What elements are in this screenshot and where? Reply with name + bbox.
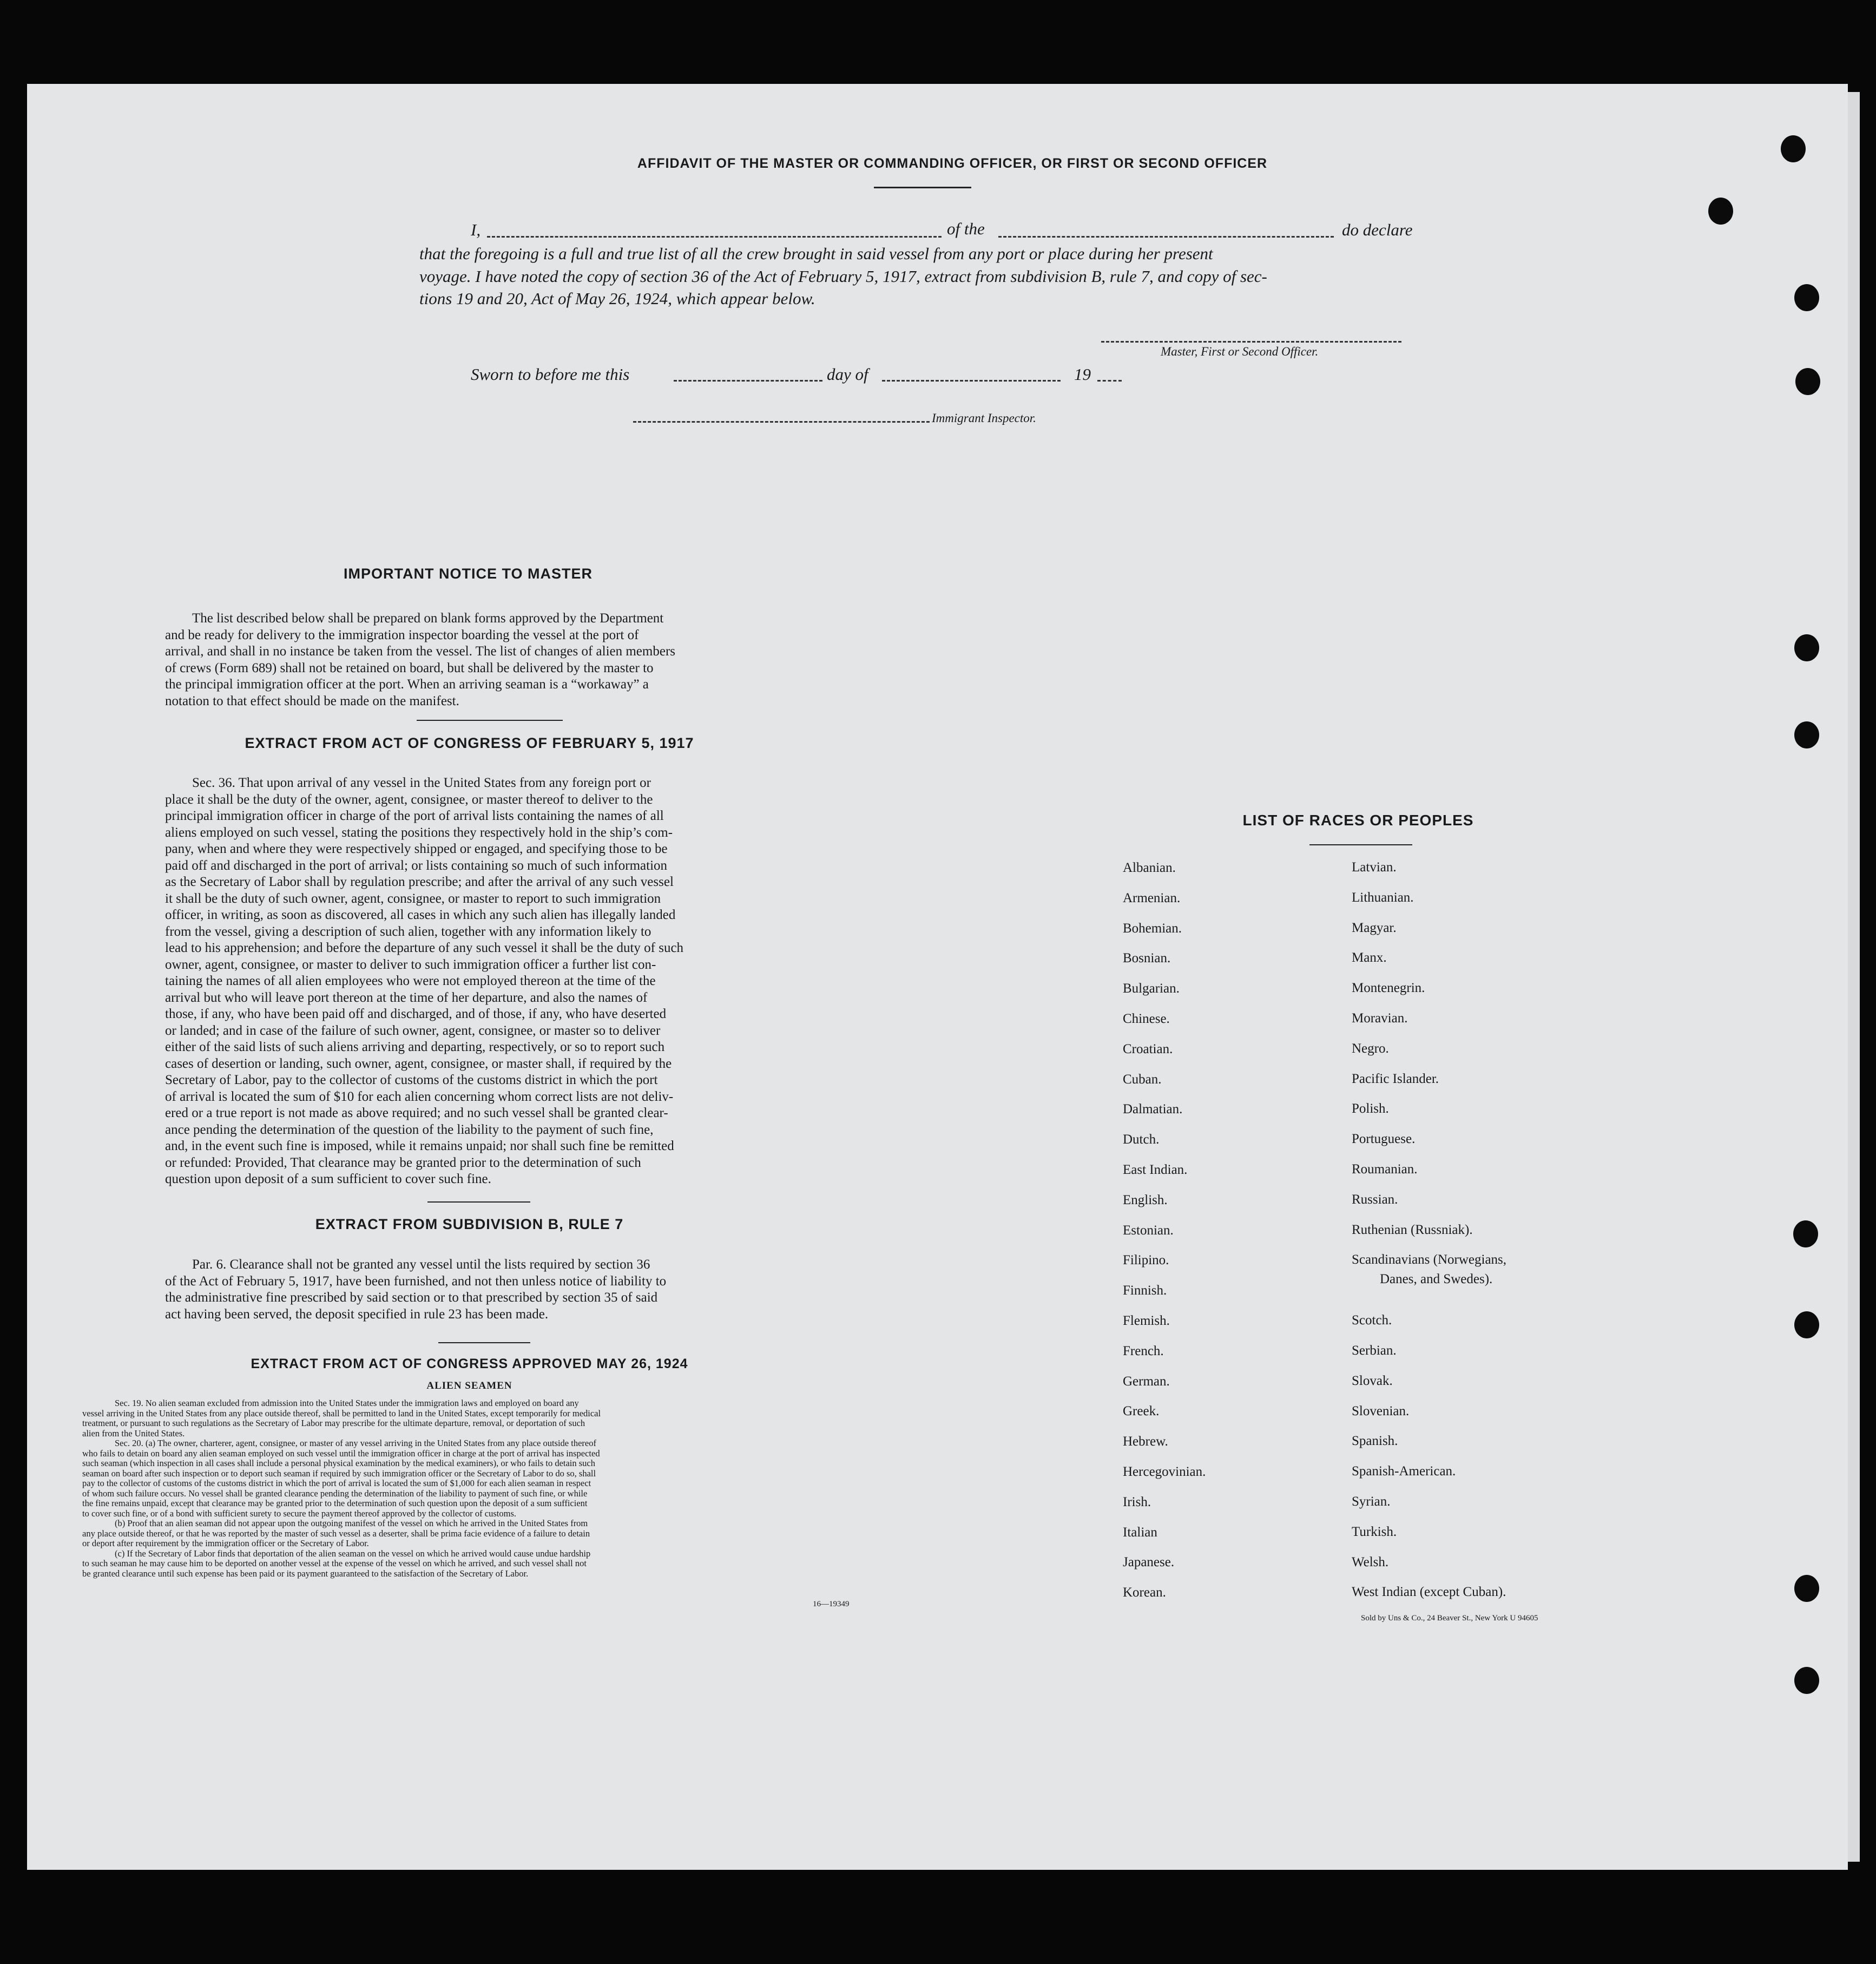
notice-line: the principal immigration officer at the port. When an arriving seaman is a “workaway” a xyxy=(165,677,649,692)
punch-hole-icon xyxy=(1794,284,1819,311)
text-line: seaman on board after such inspection or to deport such seaman if required by such immigration officer or the Secretary of Labor to do so, shall xyxy=(82,1468,596,1479)
notice-line: The list described below shall be prepared on blank forms approved by the Department xyxy=(192,611,664,626)
punch-hole-icon xyxy=(1781,135,1806,162)
text-line: ered or a true report is not made as above required; and no such vessel shall be granted clear- xyxy=(165,1106,668,1120)
race-item: Portuguese. xyxy=(1352,1132,1416,1147)
text-line: aliens employed on such vessel, stating the positions they respectively hold in the ship’s com- xyxy=(165,825,673,840)
extract-1924-title: EXTRACT FROM ACT OF CONGRESS APPROVED MAY 26, 1924 xyxy=(251,1356,688,1371)
text-line: owner, agent, consignee, or master to deliver to such immigration officer a further list con- xyxy=(165,957,656,972)
sheet-edge xyxy=(1848,92,1860,1862)
race-item: Japanese. xyxy=(1123,1555,1175,1570)
race-item: German. xyxy=(1123,1374,1170,1389)
punch-hole-icon xyxy=(1794,1667,1819,1694)
master-signature-label: Master, First or Second Officer. xyxy=(1161,345,1319,358)
race-item: Lithuanian. xyxy=(1352,890,1414,905)
race-item: Italian xyxy=(1123,1525,1157,1540)
text-line: of the Act of February 5, 1917, have been furnished, and not then unless notice of liability to xyxy=(165,1273,667,1289)
race-item: Turkish. xyxy=(1352,1524,1397,1539)
text-line: place it shall be the duty of the owner, agent, consignee, or master thereof to deliver to the xyxy=(165,792,653,807)
race-item: Slovak. xyxy=(1352,1373,1393,1388)
text-line: paid off and discharged in the port of arrival; or lists containing so much of such information xyxy=(165,858,668,873)
section-divider xyxy=(417,720,563,721)
notice-line: arrival, and shall in no instance be taken from the vessel. The list of changes of alien members xyxy=(165,644,675,659)
race-item: Estonian. xyxy=(1123,1223,1174,1238)
text-line: pany, when and where they were respectively shipped or engaged, and specifying those to be xyxy=(165,842,668,856)
race-item: Moravian. xyxy=(1352,1011,1408,1026)
race-item: East Indian. xyxy=(1123,1162,1188,1177)
text-line: taining the names of all alien employees who were not employed thereon at the time of the xyxy=(165,974,656,988)
races-divider xyxy=(1309,844,1412,845)
text-line: Sec. 20. (a) The owner, charterer, agent, consignee, or master of any vessel arriving in the United States from any place outside thereof xyxy=(115,1438,596,1448)
sworn-year-field[interactable] xyxy=(1097,380,1122,382)
race-item: Ruthenian (Russniak). xyxy=(1352,1222,1473,1237)
punch-hole-icon xyxy=(1708,198,1733,225)
text-line: of arrival is located the sum of $10 for each alien concerning whom correct lists are not deliv- xyxy=(165,1089,674,1104)
race-item: Bosnian. xyxy=(1123,951,1171,966)
text-line: arrival but who will leave port thereon at the time of her departure, and also the names of xyxy=(165,990,648,1005)
race-item: Latvian. xyxy=(1352,860,1397,875)
race-item: Negro. xyxy=(1352,1041,1389,1056)
text-line: and, in the event such fine is imposed, while it remains unpaid; nor shall such fine be remitted xyxy=(165,1139,674,1153)
affidavit-line3: voyage. I have noted the copy of section 36 of the Act of February 5, 1917, extract from subdivision B, rule 7, and copy of sec- xyxy=(419,267,1267,286)
text-line: Par. 6. Clearance shall not be granted any vessel until the lists required by section 36 xyxy=(192,1257,650,1272)
text-line: it shall be the duty of such owner, agent, consignee, or master to report to such immigration xyxy=(165,891,661,906)
text-line: Sec. 19. No alien seaman excluded from admission into the United States under the immigration laws and employed on board any xyxy=(115,1398,579,1408)
printer-credit: Sold by Uns & Co., 24 Beaver St., New York U 94605 xyxy=(1361,1614,1538,1623)
race-item: Hercegovinian. xyxy=(1123,1464,1206,1479)
affidavit-title: AFFIDAVIT OF THE MASTER OR COMMANDING OFFICER, OR FIRST OR SECOND OFFICER xyxy=(637,156,1268,171)
text-line: be granted clearance until such expense has been paid or its payment guaranteed to the satisfaction of the Secretary of Labor. xyxy=(82,1568,529,1579)
race-item: West Indian (except Cuban). xyxy=(1352,1585,1506,1600)
notice-line: of crews (Form 689) shall not be retained on board, but shall be delivered by the master to xyxy=(165,660,654,675)
notice-line: and be ready for delivery to the immigration inspector boarding the vessel at the port of xyxy=(165,627,639,642)
text-line: alien from the United States. xyxy=(82,1428,185,1438)
race-item: Armenian. xyxy=(1123,890,1181,905)
rule7-body xyxy=(165,1257,774,1323)
master-signature-line[interactable] xyxy=(1101,341,1401,343)
sworn-mid: day of xyxy=(827,365,868,384)
affidavit-line4: tions 19 and 20, Act of May 26, 1924, which appear below. xyxy=(419,289,815,308)
title-divider xyxy=(874,187,971,188)
notice-body xyxy=(165,610,774,710)
race-item: Russian. xyxy=(1352,1192,1398,1207)
text-line: vessel arriving in the United States from any place outside thereof, shall be permitted to land in the United States, except temporarily for medical xyxy=(82,1408,601,1418)
race-item: Croatian. xyxy=(1123,1041,1173,1056)
text-line: or landed; and in case of the failure of such owner, agent, consignee, or master so to deliver xyxy=(165,1023,661,1038)
punch-hole-icon xyxy=(1794,1575,1819,1602)
race-item: Pacific Islander. xyxy=(1352,1071,1439,1086)
race-item: Serbian. xyxy=(1352,1343,1397,1358)
race-item: Chinese. xyxy=(1123,1011,1170,1026)
affidavit-line1-start: I, xyxy=(471,220,481,239)
affidavit-line1-mid: of the xyxy=(947,219,985,238)
text-line: or refunded: Provided, That clearance may be granted prior to the determination of such xyxy=(165,1155,641,1170)
race-item: Montenegrin. xyxy=(1352,981,1425,996)
race-item: Roumanian. xyxy=(1352,1162,1418,1177)
sworn-year: 19 xyxy=(1074,365,1091,384)
race-item: Welsh. xyxy=(1352,1554,1389,1569)
alien-seamen-subtitle: ALIEN SEAMEN xyxy=(426,1380,512,1391)
race-item: Manx. xyxy=(1352,950,1387,965)
text-line: cases of desertion or landing, such owner, agent, consignee, or master shall, if required by the xyxy=(165,1056,672,1071)
extract-1917-body xyxy=(165,775,774,1188)
text-line: act having been served, the deposit specified in rule 23 has been made. xyxy=(165,1306,549,1322)
race-item: Bohemian. xyxy=(1123,921,1182,936)
text-line: officer, in writing, as soon as discovered, all cases in which any such alien has illegally landed xyxy=(165,908,676,922)
race-item: English. xyxy=(1123,1192,1168,1207)
affidavit-line2: that the foregoing is a full and true list of all the crew brought in said vessel from any port or place during her present xyxy=(419,244,1213,263)
text-line: Secretary of Labor, pay to the collector of customs of the customs district in which the port xyxy=(165,1073,658,1087)
text-line: the administrative fine prescribed by said section or to that prescribed by section 35 of said xyxy=(165,1290,658,1305)
text-line: the fine remains unpaid, except that clearance may be granted prior to the determination of such question upon the deposit of a sum sufficient xyxy=(82,1498,588,1508)
vessel-name-field[interactable] xyxy=(998,236,1334,238)
race-item: Polish. xyxy=(1352,1101,1389,1116)
races-title: LIST OF RACES OR PEOPLES xyxy=(1242,812,1474,829)
text-line: from the vessel, giving a description of such alien, together with any information likely to xyxy=(165,924,651,939)
race-item: Finnish. xyxy=(1123,1283,1167,1298)
race-item: Scandinavians (Norwegians, xyxy=(1352,1252,1507,1267)
race-item: Bulgarian. xyxy=(1123,981,1180,996)
race-item: Spanish. xyxy=(1352,1434,1398,1449)
race-item: Dutch. xyxy=(1123,1132,1160,1147)
race-item: Irish. xyxy=(1123,1494,1151,1509)
extract-1917-title: EXTRACT FROM ACT OF CONGRESS OF FEBRUARY 5, 1917 xyxy=(245,735,694,751)
text-line: of whom such failure occurs. No vessel shall be granted clearance pending the determination of the liability to payment of such fine, or while xyxy=(82,1488,588,1499)
race-item: Korean. xyxy=(1123,1585,1166,1600)
notice-line: notation to that effect should be made on the manifest. xyxy=(165,693,459,708)
race-item: Magyar. xyxy=(1352,920,1397,935)
sworn-day-field[interactable] xyxy=(674,380,822,382)
race-item: Filipino. xyxy=(1123,1253,1169,1268)
section-divider xyxy=(427,1201,530,1203)
race-item: Greek. xyxy=(1123,1404,1160,1419)
text-line: (c) If the Secretary of Labor finds that deportation of the alien seaman on the vessel on which he arrived would cause undue hardship xyxy=(115,1548,591,1559)
text-line: ance pending the determination of the question of the liability to the payment of such fine, xyxy=(165,1122,654,1137)
punch-hole-icon xyxy=(1794,634,1819,661)
text-line: either of the said lists of such aliens arriving and departing, respectively, or so to report such xyxy=(165,1040,665,1054)
race-item: Scotch. xyxy=(1352,1313,1392,1328)
rule7-title: EXTRACT FROM SUBDIVISION B, RULE 7 xyxy=(315,1216,624,1232)
race-item: Slovenian. xyxy=(1352,1403,1410,1418)
text-line: any place outside thereof, or that he was reported by the master of such vessel as a deserter, shall be prima facie evidence of a failure to detain xyxy=(82,1528,590,1539)
text-line: pay to the collector of customs of the customs district in which the port of arrival is located the sum of $1,000 for each alien seaman in respect xyxy=(82,1478,591,1488)
text-line: (b) Proof that an alien seaman did not appear upon the outgoing manifest of the vessel on which he arrived in the United States from xyxy=(115,1518,588,1528)
race-item: Syrian. xyxy=(1352,1494,1391,1509)
text-line: those, if any, who have been paid off and discharged, and of those, if any, who have deserted xyxy=(165,1007,667,1021)
race-item: Dalmatian. xyxy=(1123,1102,1183,1117)
text-line: who fails to detain on board any alien seaman employed on such vessel until the immigration officer in charge at the port of arrival has inspected xyxy=(82,1448,600,1459)
text-line: as the Secretary of Labor shall by regulation prescribe; and after the arrival of any such vessel xyxy=(165,875,674,889)
punch-hole-icon xyxy=(1795,368,1820,395)
race-item: Spanish-American. xyxy=(1352,1464,1456,1479)
extract-1924-body xyxy=(82,1398,860,1579)
punch-hole-icon xyxy=(1794,1311,1819,1338)
race-item: Danes, and Swedes). xyxy=(1380,1272,1493,1287)
punch-hole-icon xyxy=(1793,1220,1818,1247)
text-line: principal immigration officer in charge of the port of arrival lists containing the names of all xyxy=(165,809,664,823)
punch-hole-icon xyxy=(1794,721,1819,748)
affidavit-line1-end: do declare xyxy=(1342,220,1413,239)
sworn-month-field[interactable] xyxy=(882,380,1061,382)
race-item: Cuban. xyxy=(1123,1072,1162,1087)
race-item: Albanian. xyxy=(1123,861,1176,875)
text-line: question upon deposit of a sum sufficient to cover such fine. xyxy=(165,1172,491,1186)
notice-title: IMPORTANT NOTICE TO MASTER xyxy=(344,566,593,582)
officer-name-field[interactable] xyxy=(487,236,942,238)
text-line: treatment, or pursuant to such regulations as the Secretary of Labor may prescribe for the ultimate departure, removal, or deportation of such xyxy=(82,1418,585,1428)
race-item: French. xyxy=(1123,1343,1164,1358)
inspector-signature-line[interactable] xyxy=(633,421,930,423)
text-line: to such seaman he may cause him to be deported on another vessel at the expense of the vessel on which he arrived, and such vessel shall not xyxy=(82,1558,587,1568)
section-divider xyxy=(438,1342,530,1343)
text-line: Sec. 36. That upon arrival of any vessel in the United States from any foreign port or xyxy=(192,776,651,790)
text-line: such seaman (which inspection in all cases shall include a personal physical examination by the medical examiners), or who fails to detain such xyxy=(82,1458,596,1468)
race-item: Flemish. xyxy=(1123,1313,1170,1328)
text-line: to cover such fine, or of a bond with sufficient surety to secure the payment thereof approved by the collector of customs. xyxy=(82,1508,516,1519)
inspector-signature-label: Immigrant Inspector. xyxy=(932,411,1036,425)
text-line: or deport after requirement by the immigration officer or the Secretary of Labor. xyxy=(82,1538,369,1548)
form-number: 16—19349 xyxy=(813,1600,850,1608)
race-item: Hebrew. xyxy=(1123,1434,1168,1449)
sworn-start: Sworn to before me this xyxy=(471,365,630,384)
text-line: lead to his apprehension; and before the departure of any such vessel it shall be the duty of such xyxy=(165,941,684,955)
